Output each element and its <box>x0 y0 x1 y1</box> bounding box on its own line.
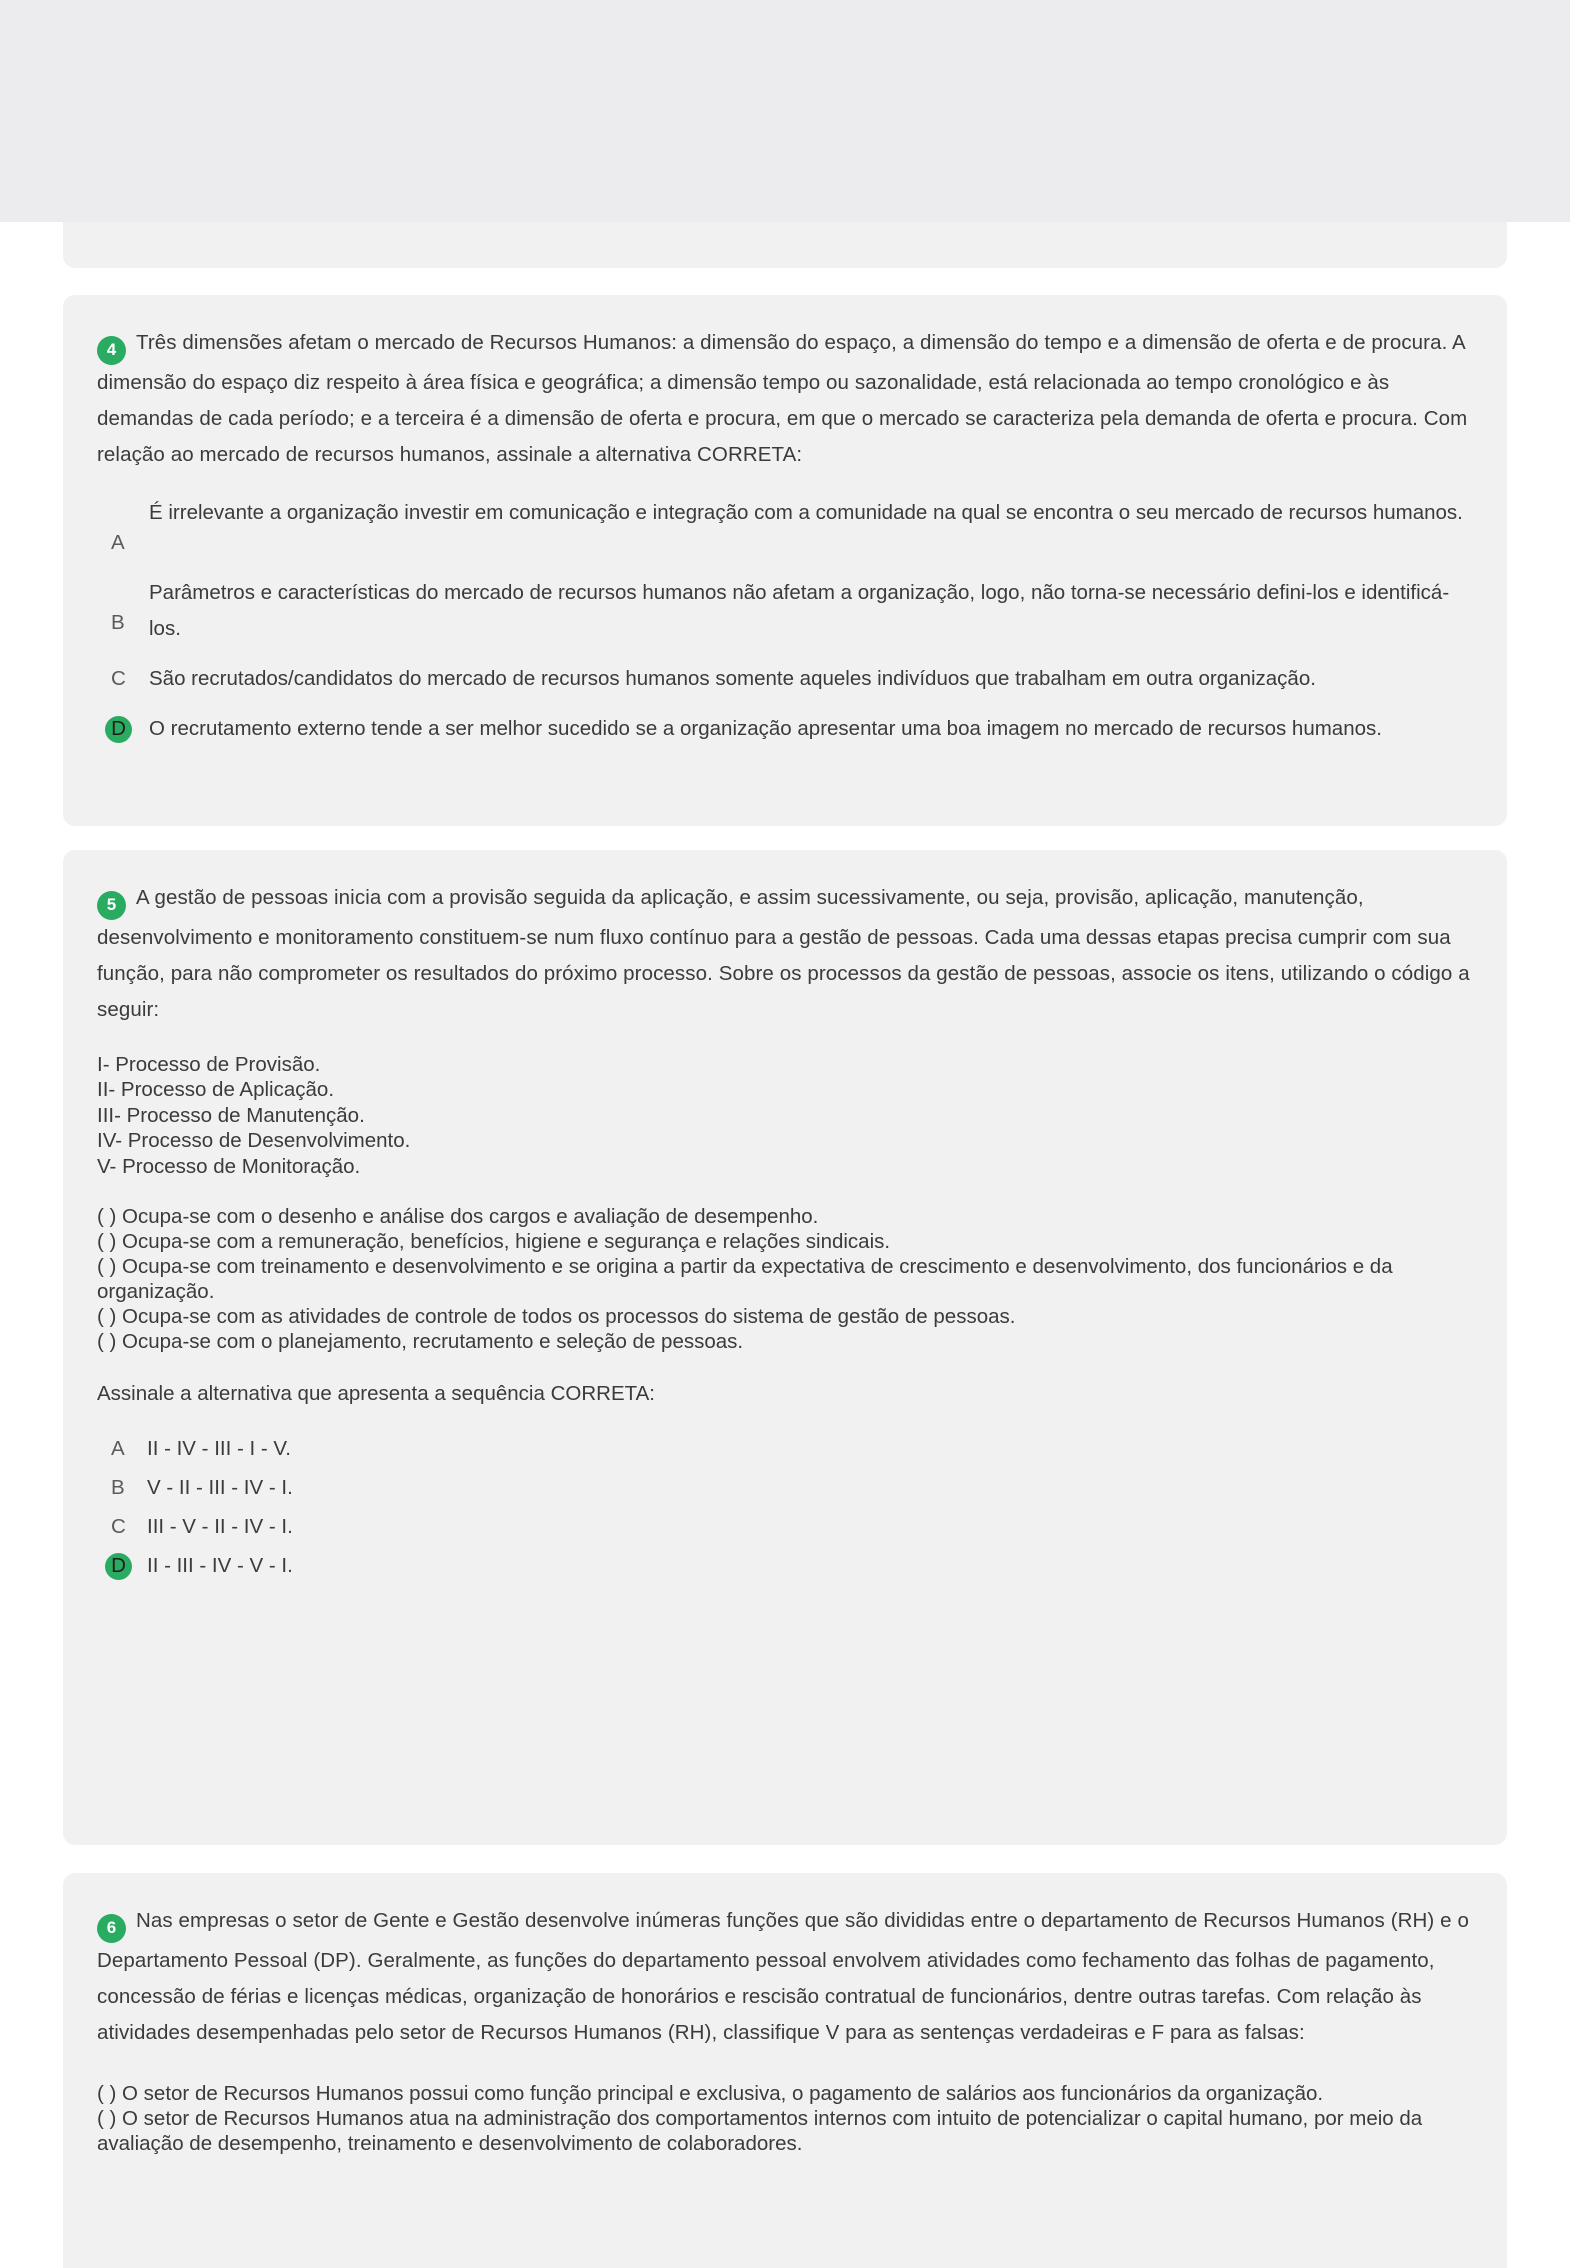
question-6-stem <box>97 1903 1473 2051</box>
alternative-letter: B <box>111 1476 125 1499</box>
association-item: ( ) Ocupa-se com o desenho e análise dos cargos e avaliação de desempenho. <box>97 1205 819 1228</box>
previous-question-card-clipped <box>63 222 1507 268</box>
roman-list-item: V- Processo de Monitoração. <box>97 1154 361 1178</box>
alternative-option-selected[interactable] <box>97 711 1473 747</box>
question-4-stem <box>97 325 1473 473</box>
alternative-text: Parâmetros e características do mercado de recursos humanos não afetam a organização, logo, não torna-se necessário defini-los e identificá-los. <box>149 580 1450 640</box>
alternative-option[interactable] <box>97 1431 1473 1467</box>
question-number-badge-6: 6 <box>97 1914 126 1943</box>
alternative-text: II - III - IV - V - I. <box>147 1554 293 1577</box>
question-card-6 <box>63 1873 1507 2268</box>
association-item: ( ) Ocupa-se com treinamento e desenvolvimento e se origina a partir da expectativa de crescimento e desenvolvimento, dos funcionários e da organização. <box>97 1255 1393 1303</box>
alternative-option[interactable] <box>97 1509 1473 1545</box>
roman-list-item: III- Processo de Manutenção. <box>97 1103 365 1127</box>
association-item: ( ) Ocupa-se com a remuneração, benefícios, higiene e segurança e relações sindicais. <box>97 1230 891 1253</box>
alternative-letter: C <box>111 1515 126 1538</box>
roman-list-item: II- Processo de Aplicação. <box>97 1078 335 1101</box>
alternative-option[interactable] <box>97 495 1473 561</box>
question-5-association-list <box>97 1204 1473 1354</box>
alternative-letter-selected <box>105 1548 147 1584</box>
question-card-5 <box>63 850 1507 1845</box>
alternative-letter: A <box>111 1437 125 1460</box>
alternative-option[interactable] <box>97 575 1473 647</box>
true-false-item: ( ) O setor de Recursos Humanos possui como função principal e exclusiva, o pagamento de salários aos funcionários da organização. <box>97 2081 1324 2105</box>
question-5-roman-list <box>97 1052 1473 1180</box>
roman-list-item: IV- Processo de Desenvolvimento. <box>97 1129 411 1152</box>
alternative-text: V - II - III - IV - I. <box>147 1476 293 1499</box>
question-5-alternatives <box>97 1431 1473 1584</box>
question-5-stem <box>97 880 1473 1028</box>
alternative-option-selected[interactable] <box>97 1548 1473 1584</box>
question-5-stem-text: A gestão de pessoas inicia com a provisão seguida da aplicação, e assim sucessivamente, ou seja, provisão, aplicação, manutenção, desenvolvimento e monitoramento constituem-se num fluxo contínuo para a gestão de pessoas. Cada uma dessas etapas precisa cumprir com sua função, para não comprometer os resultados do próximo processo. Sobre os processos da gestão de pessoas, associe os itens, utilizando o código a seguir: <box>97 886 1470 1021</box>
alternative-text: II - IV - III - I - V. <box>147 1437 291 1460</box>
top-chrome-band <box>0 0 1570 222</box>
question-5-instruction: Assinale a alternativa que apresenta a sequência CORRETA: <box>97 1382 655 1405</box>
alternative-text: É irrelevante a organização investir em comunicação e integração com a comunidade na qual se encontra o seu mercado de recursos humanos. <box>149 500 1463 524</box>
alternative-letter: C <box>111 666 126 690</box>
alternative-letter: A <box>111 530 125 554</box>
alternative-letter: B <box>111 610 125 634</box>
question-4-stem-text: Três dimensões afetam o mercado de Recursos Humanos: a dimensão do espaço, a dimensão do tempo e a dimensão de oferta e de procura. A dimensão do espaço diz respeito à área física e geográfica; a dimensão tempo ou sazonalidade, está relacionada ao tempo cronológico e às demandas de cada período; e a terceira é a dimensão de oferta e procura, em que o mercado se caracteriza pela demanda de oferta e procura. Com relação ao mercado de recursos humanos, assinale a alternativa CORRETA: <box>97 331 1468 466</box>
association-item: ( ) Ocupa-se com as atividades de controle de todos os processos do sistema de gestão de pessoas. <box>97 1305 1016 1328</box>
question-number-badge-5: 5 <box>97 891 126 920</box>
question-6-stem-text: Nas empresas o setor de Gente e Gestão desenvolve inúmeras funções que são divididas entre o departamento de Recursos Humanos (RH) e o Departamento Pessoal (DP). Geralmente, as funções do departamento pessoal envolvem atividades como fechamento das folhas de pagamento, concessão de férias e licenças médicas, organização de honorários e rescisão contratual de funcionários, dentre outras tarefas. Com relação às atividades desempenhadas pelo setor de Recursos Humanos (RH), classifique V para as sentenças verdadeiras e F para as falsas: <box>97 1909 1469 2044</box>
alternative-text: III - V - II - IV - I. <box>147 1515 293 1538</box>
roman-list-item: I- Processo de Provisão. <box>97 1052 321 1076</box>
question-number-badge-4: 4 <box>97 336 126 365</box>
question-card-4 <box>63 295 1507 826</box>
alternative-letter-selected <box>105 711 149 747</box>
alternative-letter-glyph: D <box>111 1554 126 1577</box>
question-4-alternatives <box>97 495 1473 747</box>
question-6-true-false-list <box>97 2081 1473 2156</box>
true-false-item: ( ) O setor de Recursos Humanos atua na administração dos comportamentos internos com intuito de potencializar o capital humano, por meio da avaliação de desempenho, treinamento e desenvolvimento de colaboradores. <box>97 2106 1423 2155</box>
alternative-option[interactable] <box>97 1470 1473 1506</box>
alternative-text: O recrutamento externo tende a ser melhor sucedido se a organização apresentar uma boa imagem no mercado de recursos humanos. <box>149 716 1382 740</box>
association-item: ( ) Ocupa-se com o planejamento, recrutamento e seleção de pessoas. <box>97 1330 744 1353</box>
alternative-text: São recrutados/candidatos do mercado de recursos humanos somente aqueles indivíduos que trabalham em outra organização. <box>149 666 1316 690</box>
alternative-letter-glyph: D <box>111 716 126 740</box>
alternative-option[interactable] <box>97 661 1473 697</box>
